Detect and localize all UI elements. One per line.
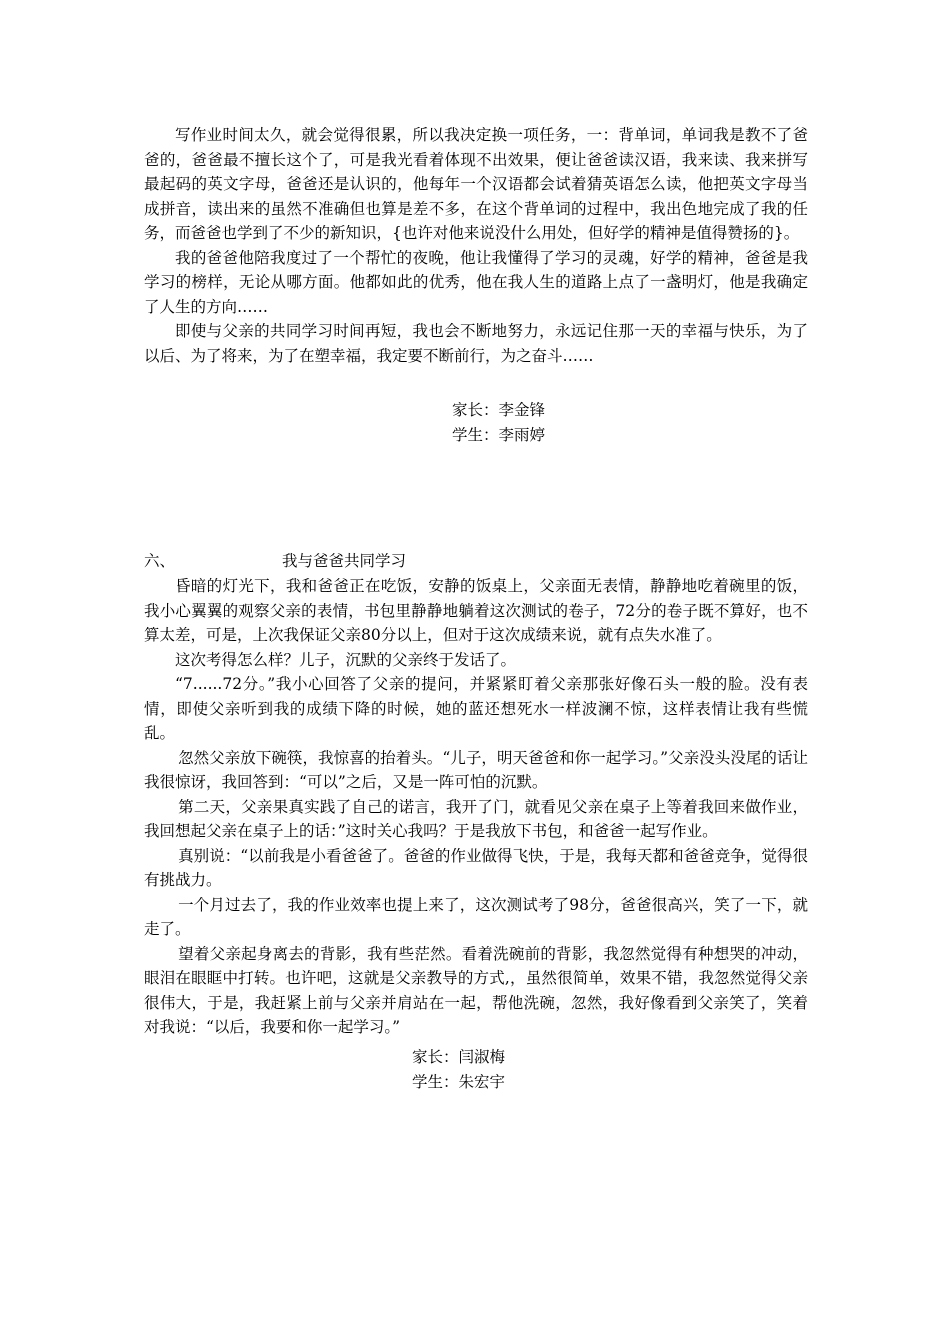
parent-signature: 家长：李金锋 bbox=[452, 401, 546, 419]
paragraph: 昏暗的灯光下，我和爸爸正在吃饭，安静的饭桌上，父亲面无表情，静静地吃着碗里的饭，我小心翼翼的观察父亲的表情，书包里静静地躺着这次测试的卷子，72分的卷子既不算好，也不算太差，可是，上次我保证父亲80分以上，但对于这次成绩来说，就有点失水准了。 bbox=[144, 577, 808, 644]
student-signature: 学生：李雨婷 bbox=[452, 426, 546, 444]
paragraph: 写作业时间太久，就会觉得很累，所以我决定换一项任务，一：背单词，单词我是教不了爸爸的，爸爸最不擅长这个了，可是我光看着体现不出效果，便让爸爸读汉语，我来读、我来拼写最起码的英文字母，爸爸还是认识的，他每年一个汉语都会试着猜英语怎么读，他把英文字母当成拼音，读出来的虽然不准确但也算是差不多，在这个背单词的过程中，我出色地完成了我的任务，而爸爸也学到了不少的新知识，{也许对他来说没什么用处，但好学的精神是值得赞扬的}。 bbox=[144, 126, 808, 242]
paragraph: 一个月过去了，我的作业效率也提上来了，这次测试考了98分，爸爸很高兴，笑了一下，就走了。 bbox=[144, 895, 808, 938]
parent-signature: 家长：闫淑梅 bbox=[412, 1048, 506, 1066]
paragraph: 望着父亲起身离去的背影，我有些茫然。看着洗碗前的背影，我忽然觉得有种想哭的冲动，眼泪在眼眶中打转。也许吧，这就是父亲教导的方式,，虽然很简单，效果不错，我忽然觉得父亲很伟大，于是，我赶紧上前与父亲并肩站在一起，帮他洗碗，忽然，我好像看到父亲笑了，笑着对我说：“以后，我要和你一起学习。” bbox=[144, 944, 808, 1036]
section-number: 六、 bbox=[144, 552, 176, 570]
section2-body bbox=[144, 574, 808, 1040]
section1-body bbox=[144, 123, 808, 368]
paragraph: 即使与父亲的共同学习时间再短，我也会不断地努力，永远记住那一天的幸福与快乐，为了以后、为了将来，为了在塑幸福，我定要不断前行，为之奋斗…… bbox=[144, 322, 808, 365]
paragraph: 第二天，父亲果真实践了自己的诺言，我开了门，就看见父亲在桌子上等着我回来做作业，我回想起父亲在桌子上的话：”这时关心我吗？于是我放下书包，和爸爸一起写作业。 bbox=[144, 797, 808, 840]
paragraph: 这次考得怎么样？儿子，沉默的父亲终于发话了。 bbox=[175, 650, 517, 669]
student-signature: 学生：朱宏宇 bbox=[412, 1073, 506, 1091]
paragraph: 忽然父亲放下碗筷，我惊喜的抬着头。“儿子，明天爸爸和你一起学习。”父亲没头没尾的话让我很惊讶，我回答到：“可以”之后，又是一阵可怕的沉默。 bbox=[144, 748, 808, 791]
paragraph: 真别说：“以前我是小看爸爸了。爸爸的作业做得飞快，于是，我每天都和爸爸竞争，觉得很有挑战力。 bbox=[144, 846, 808, 889]
section-title: 我与爸爸共同学习 bbox=[282, 552, 407, 570]
paragraph: 我的爸爸他陪我度过了一个帮忙的夜晚，他让我懂得了学习的灵魂，好学的精神，爸爸是我学习的榜样，无论从哪方面。他都如此的优秀，他在我人生的道路上点了一盏明灯，他是我确定了人生的方向…… bbox=[144, 248, 808, 316]
paragraph: “7......72分。”我小心回答了父亲的提问，并紧紧盯着父亲那张好像石头一般的脸。没有表情，即使父亲听到我的成绩下降的时候，她的蓝还想死水一样波澜不惊，这样表情让我有些慌乱。 bbox=[144, 675, 808, 742]
